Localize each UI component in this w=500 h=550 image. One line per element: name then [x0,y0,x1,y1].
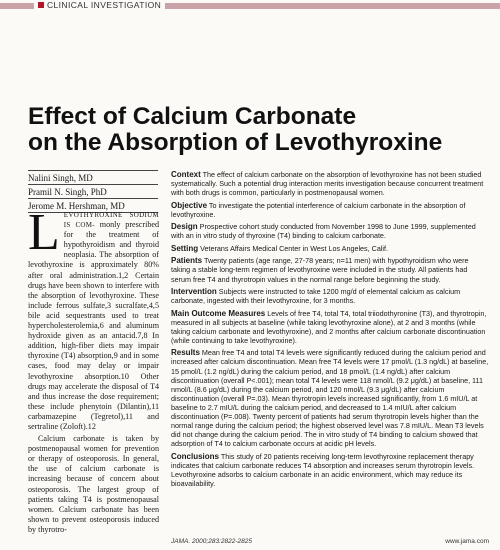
abstract-text: The effect of calcium carbonate on the absorption of levothyroxine has not been studied systematically. Such a potential drug interaction merits investigation because concurrent treatment with both drugs is common, particularly in postmenopausal women. [171,170,484,198]
section-label [34,0,165,11]
abstract-design [171,222,489,240]
intro-lead: EVOTHYROXINE SODIUM IS COM- [63,211,159,230]
abstract-text: Mean free T4 and total T4 levels were significantly reduced during the calcium period and increased after calcium discontinuation. Mean free T4 levels were 17 pmol/L (1.3 ng/dL) at baseline, 15 pmol/L (1.2 ng/dL) during the calcium period, and 18 pmol/L (1.4 ng/dL) after calcium discontinuation (overall P<.001); mean total T4 levels were 118 nmol/L (9.2 μg/dL) at baseline, 111 nmol/L (8.6 μg/dL) during the calcium period, and 120 nmol/L (9.3 μg/dL) after calcium discontinuation (overall P=.03). Mean thyrotropin levels increased significantly, from 1.6 mIU/L at baseline to 2.7 mIU/L during the calcium period, and decreased to 1.4 mIU/L after calcium discontinuation (P=.008). Twenty percent of patients had serum thyrotropin levels higher than the normal range during the calcium period; the highest observed level was 7.8 mIU/L. Mean T3 levels did not change during the calcium period. The in vitro study of T4 binding to calcium showed that adsorption of T4 to calcium carbonate occurs at acidic pH levels. [171,348,489,449]
section-header [0,0,500,11]
abstract-context [171,170,489,197]
abstract-text: To investigate the potential interference of calcium carbonate in the absorption of levothyroxine. [171,200,466,219]
abstract-heading: Conclusions [171,451,220,461]
abstract-text: Levels of free T4, total T4, total triiodothyronine (T3), and thyrotropin, measured in all subjects at baseline (while taking levothyroxine alone), at 2 and 3 months (while taking calcium carbonate and levothyroxine), and 2 months after calcium carbonate discontinuation (while continuing to take levothyroxine). [171,308,487,345]
intro-paragraph-2: Calcium carbonate is taken by postmenopausal women for prevention or therapy of osteoporosis. In general, the use of calcium carbonate is increasing because of concern about osteoporosis. The largest group of patients taking T4 is postmenopausal women. Calcium carbonate has been shown to prevent osteoporosis induced by thyrotro- [28,434,159,534]
author-1: Nalini Singh, MD [28,170,158,184]
abstract-heading: Intervention [171,286,217,296]
author-2: Pramil N. Singh, PhD [28,184,158,198]
abstract-heading: Setting [171,243,199,253]
abstract-results [171,348,489,448]
abstract-heading: Patients [171,256,203,266]
bullet-square-icon [38,2,44,8]
abstract-heading: Context [171,170,201,179]
abstract-conclusions [171,452,489,488]
title-line-1: Effect of Calcium Carbonate [28,103,357,130]
abstract-intervention [171,287,489,305]
citation: JAMA. 2000;283:2822-2825 [171,538,252,545]
abstract-outcomes [171,309,489,345]
abstract-patients [171,256,489,283]
abstract-heading: Design [171,222,198,232]
website-link[interactable]: www.jama.com [445,538,489,545]
abstract-text: This study of 20 patients receiving long-term levothyroxine replacement therapy indicates that calcium carbonate reduces T4 absorption and increases serum thyrotropin levels. Levothyroxine adsorbs to calcium carbonate in an acidic environment, which may reduce its bioavailability. [171,451,475,489]
abstract-objective [171,201,489,219]
abstract-setting [171,244,489,253]
article-title [28,104,488,156]
drop-cap: L [28,204,60,261]
intro-text-1: monly prescribed for the treatment of hypothyroidism and thyroid neoplasia. The absorption of levothyroxine is approximately 80% after oral administration.1,2 Certain drugs have been shown to interfere with the absorption of levothyroxine. These include ferrous sulfate,3 sucralfate,4,5 bile acid sequestrants used to treat hypercholesterolemia,6 and aluminum hydroxide given as an antacid.7,8 In addition, high-fiber diets may impair thyroxine (T4) absorption,9 and in some cases, food may delay or impair levothyroxine absorption.10 Other drugs may accelerate the disposal of T4 and thus increase the dose requirement; these include phenytoin (Dilantin),11 carbamazepine (Tegretol),11 and sertraline (Zoloft).12 [28,220,160,431]
abstract [171,170,489,492]
author-3: Jerome M. Hershman, MD [28,198,158,213]
abstract-text: Twenty patients (age range, 27-78 years; n=11 men) with hypothyroidism who were taking a stable long-term regimen of levothyroxine were included in the study. All patients had serum free T4 and thyrotropin values in the normal range before beginning the study. [171,256,469,284]
section-label-text: CLINICAL INVESTIGATION [47,0,162,10]
article-footer [171,538,489,545]
title-line-2: on the Absorption of Levothyroxine [28,129,443,156]
abstract-text: Prospective cohort study conducted from November 1998 to June 1999, supplemented with an in vitro study of thyroxine (T4) binding to calcium carbonate. [171,222,476,241]
abstract-text: Veterans Affairs Medical Center in West Los Angeles, Calif. [200,243,389,253]
abstract-heading: Results [171,348,200,358]
abstract-heading: Main Outcome Measures [171,308,266,318]
abstract-text: Subjects were instructed to take 1200 mg/d of elemental calcium as calcium carbonate, ingested with their levothyroxine, for 3 months. [171,286,461,306]
abstract-heading: Objective [171,200,208,210]
